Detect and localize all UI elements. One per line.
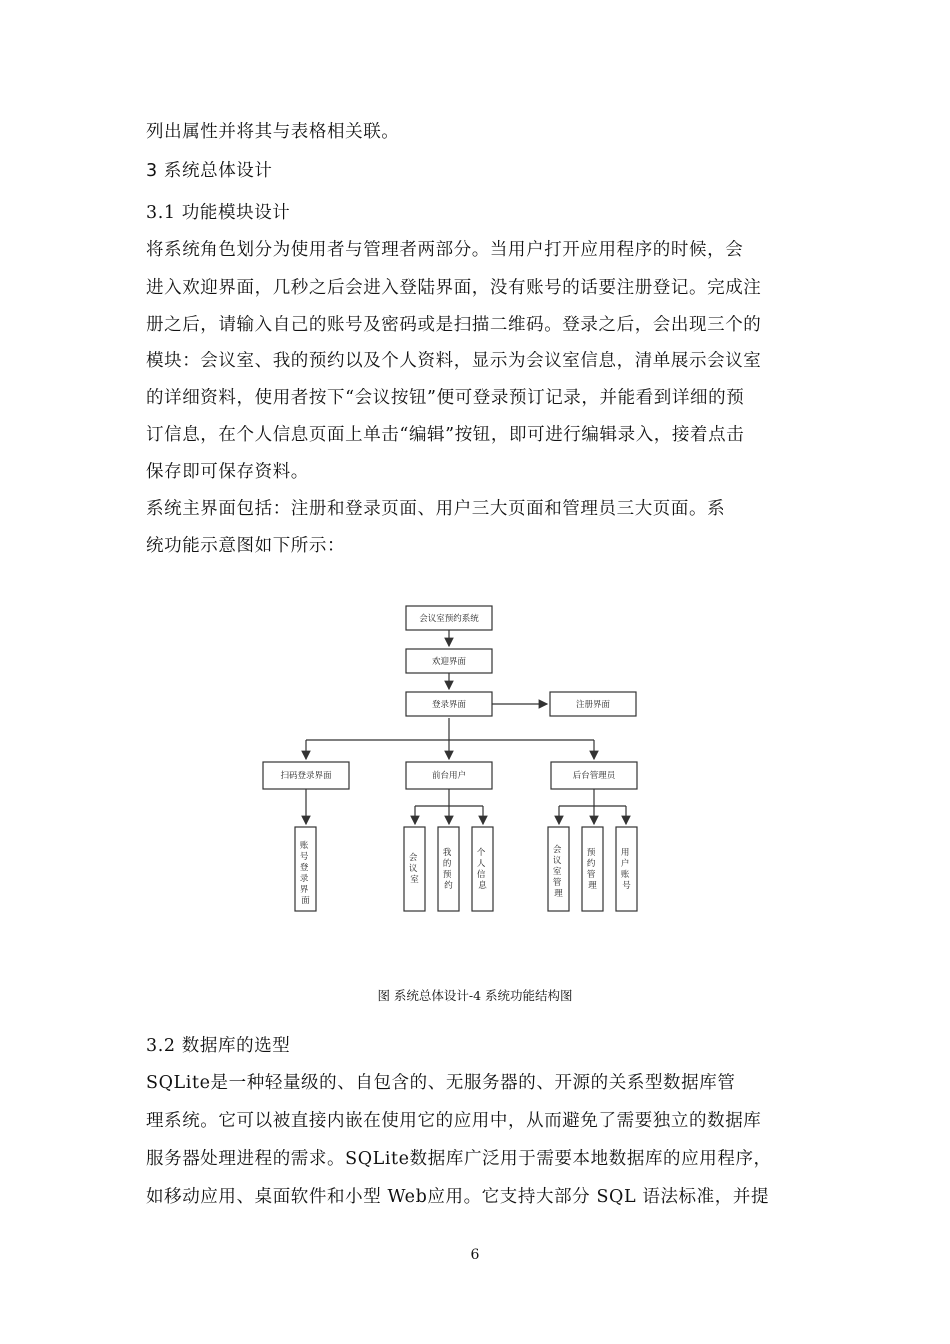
personal-info-box xyxy=(472,827,493,911)
section-heading-3-1: 3.1 功能模块设计 xyxy=(146,203,291,223)
paragraph-3-line-4: 如移动应用、桌面软件和小型 Web应用。它支持大部分 SQL 语法标准，并提 xyxy=(146,1187,770,1207)
paragraph-1-line-5: 的详细资料，使用者按下“会议按钮”便可登录预订记录，并能看到详细的预 xyxy=(146,388,745,408)
my-booking-label: 我 的 预 约 xyxy=(442,848,453,891)
figure-caption: 图 系统总体设计-4 系统功能结构图 xyxy=(377,988,573,1003)
paragraph-1-line-4: 模块：会议室、我的预约以及个人资料，显示为会议室信息，清单展示会议室 xyxy=(146,351,762,371)
paragraph-3-line-3: 服务器处理进程的需求。SQLite数据库广泛用于需要本地数据库的应用程序， xyxy=(146,1149,772,1169)
my-booking-box xyxy=(438,827,459,911)
root-label: 会议室预约系统 xyxy=(419,614,479,624)
user-account-box xyxy=(616,827,637,911)
scan-login-label: 扫码登录界面 xyxy=(280,771,332,781)
paragraph-1-line-2: 进入欢迎界面，几秒之后会进入登陆界面，没有账号的话要注册登记。完成注 xyxy=(146,278,762,298)
paragraph-0-line-1: 列出属性并将其与表格相关联。 xyxy=(146,122,400,142)
booking-manage-box xyxy=(582,827,603,911)
frontend-user-label: 前台用户 xyxy=(431,771,467,781)
paragraph-1-line-6: 订信息，在个人信息页面上单击“编辑”按钮，即可进行编辑录入，接着点击 xyxy=(146,425,745,445)
room-manage-label: 会 议 室 管 理 xyxy=(552,845,563,899)
personal-info-label: 个 人 信 息 xyxy=(476,848,487,891)
paragraph-1-line-1: 将系统角色划分为使用者与管理者两部分。当用户打开应用程序的时候，会 xyxy=(146,240,744,260)
section-heading-3-2: 3.2 数据库的选型 xyxy=(146,1036,291,1056)
paragraph-2-line-1: 系统主界面包括：注册和登录页面、用户三大页面和管理员三大页面。系 xyxy=(146,499,726,519)
paragraph-3-line-2: 理系统。它可以被直接内嵌在使用它的应用中，从而避免了需要独立的数据库 xyxy=(146,1111,762,1131)
paragraph-3-line-1: SQLite是一种轻量级的、自包含的、无服务器的、开源的关系型数据库管 xyxy=(146,1073,736,1093)
paragraph-2-line-2: 统功能示意图如下所示： xyxy=(146,536,346,556)
booking-manage-label: 预 约 管 理 xyxy=(586,848,597,891)
page-number: 6 xyxy=(470,1247,480,1263)
welcome-label: 欢迎界面 xyxy=(431,657,467,667)
backend-admin-label: 后台管理员 xyxy=(572,771,616,781)
register-label: 注册界面 xyxy=(575,700,611,710)
meeting-room-label: 会 议 室 xyxy=(408,853,419,885)
paragraph-1-line-7: 保存即可保存资料。 xyxy=(146,462,309,482)
paragraph-1-line-3: 册之后，请输入自己的账号及密码或是扫描二维码。登录之后，会出现三个的 xyxy=(146,315,762,335)
login-label: 登录界面 xyxy=(431,700,467,710)
section-heading-3: 3 系统总体设计 xyxy=(146,161,273,181)
account-login-label: 账 号 登 录 界 面 xyxy=(299,841,310,906)
user-account-label: 用 户 账 号 xyxy=(620,848,631,891)
